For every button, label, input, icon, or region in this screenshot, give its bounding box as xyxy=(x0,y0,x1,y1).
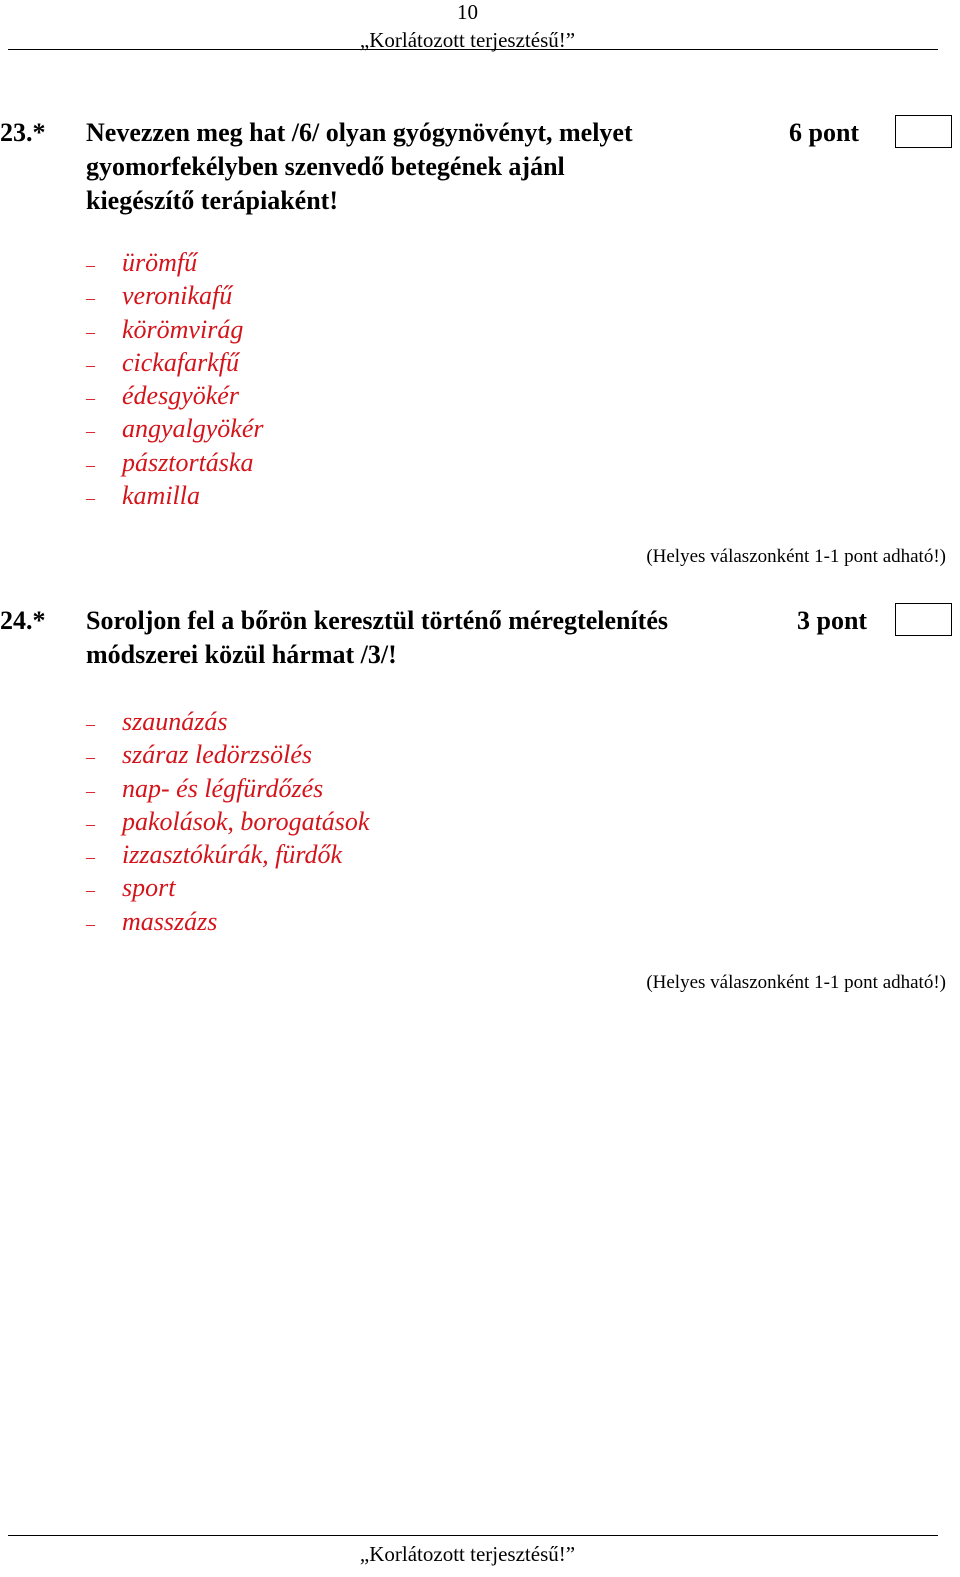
question-24-points: 3 pont xyxy=(797,606,868,635)
answer-text: kamilla xyxy=(122,481,200,511)
dash-bullet: – xyxy=(86,255,95,275)
dash-bullet: – xyxy=(86,454,95,475)
question-23-line: gyomorfekélyben szenvedő betegének ajánl xyxy=(86,152,565,181)
dash-bullet: – xyxy=(86,847,95,868)
dash-bullet: – xyxy=(86,288,95,309)
answer-item xyxy=(86,379,264,412)
header-divider xyxy=(8,49,938,50)
question-24-line: módszerei közül hármat /3/! xyxy=(86,640,397,669)
answer-text: ürömfű xyxy=(122,248,198,277)
answer-item xyxy=(86,871,369,904)
answer-text: pakolások, borogatások xyxy=(122,806,370,836)
dash-bullet: – xyxy=(86,813,95,834)
answer-text: cickafarkfű xyxy=(122,347,239,377)
question-23-points: 6 pont xyxy=(789,118,860,147)
answer-text: angyalgyökér xyxy=(122,414,264,444)
answer-item xyxy=(86,772,369,805)
question-24-text xyxy=(86,604,668,672)
question-23-number: 23.* xyxy=(0,118,46,147)
dash-bullet: – xyxy=(86,913,95,934)
footer-restriction-note: „Korlátozott terjesztésű!” xyxy=(359,1542,576,1566)
question-23-scoring-note: (Helyes válaszonként 1-1 pont adható!) xyxy=(646,546,946,567)
question-23-line: Nevezzen meg hat /6/ olyan gyógynövényt, melyet xyxy=(86,118,633,147)
answer-text: száraz ledörzsölés xyxy=(122,740,312,770)
dash-bullet: – xyxy=(86,421,95,442)
dash-bullet: – xyxy=(86,388,95,409)
question-24-answer-list xyxy=(86,705,369,938)
dash-bullet: – xyxy=(86,880,95,901)
answer-item xyxy=(86,805,369,838)
dash-bullet: – xyxy=(86,747,95,768)
answer-item xyxy=(86,346,264,379)
question-23-score-box[interactable] xyxy=(895,115,952,148)
question-24-score-box[interactable] xyxy=(895,603,952,636)
dash-bullet: – xyxy=(86,321,95,342)
question-23-text xyxy=(86,116,633,218)
question-23-line: kiegészítő terápiaként! xyxy=(86,186,339,215)
answer-text: sport xyxy=(122,873,176,903)
answer-text: izzasztókúrák, fürdők xyxy=(122,840,343,870)
header-restriction-note: „Korlátozott terjesztésű!” xyxy=(359,28,576,52)
dash-bullet: – xyxy=(86,714,95,734)
answer-item xyxy=(86,279,264,312)
answer-text: körömvirág xyxy=(122,314,244,344)
answer-text: szaunázás xyxy=(122,707,228,736)
answer-text: masszázs xyxy=(122,906,218,936)
page-number: 10 xyxy=(457,0,478,24)
dash-bullet: – xyxy=(86,780,95,801)
answer-item xyxy=(86,838,369,871)
answer-item xyxy=(86,412,264,445)
question-24-scoring-note: (Helyes válaszonként 1-1 pont adható!) xyxy=(646,972,946,993)
answer-text: édesgyökér xyxy=(122,381,239,411)
answer-item xyxy=(86,905,369,938)
answer-item xyxy=(86,738,369,771)
answer-text: nap- és légfürdőzés xyxy=(122,773,324,803)
question-24-line: Soroljon fel a bőrön keresztül történő méregtelenítés xyxy=(86,606,668,635)
answer-item xyxy=(86,246,264,279)
question-24-number: 24.* xyxy=(0,606,46,635)
answer-item xyxy=(86,313,264,346)
answer-text: pásztortáska xyxy=(122,447,254,477)
question-23-answer-list xyxy=(86,246,264,512)
answer-item xyxy=(86,479,264,512)
dash-bullet: – xyxy=(86,354,95,375)
answer-text: veronikafű xyxy=(122,281,233,311)
answer-item xyxy=(86,705,369,738)
footer-divider xyxy=(8,1535,938,1536)
dash-bullet: – xyxy=(86,488,95,509)
answer-item xyxy=(86,446,264,479)
